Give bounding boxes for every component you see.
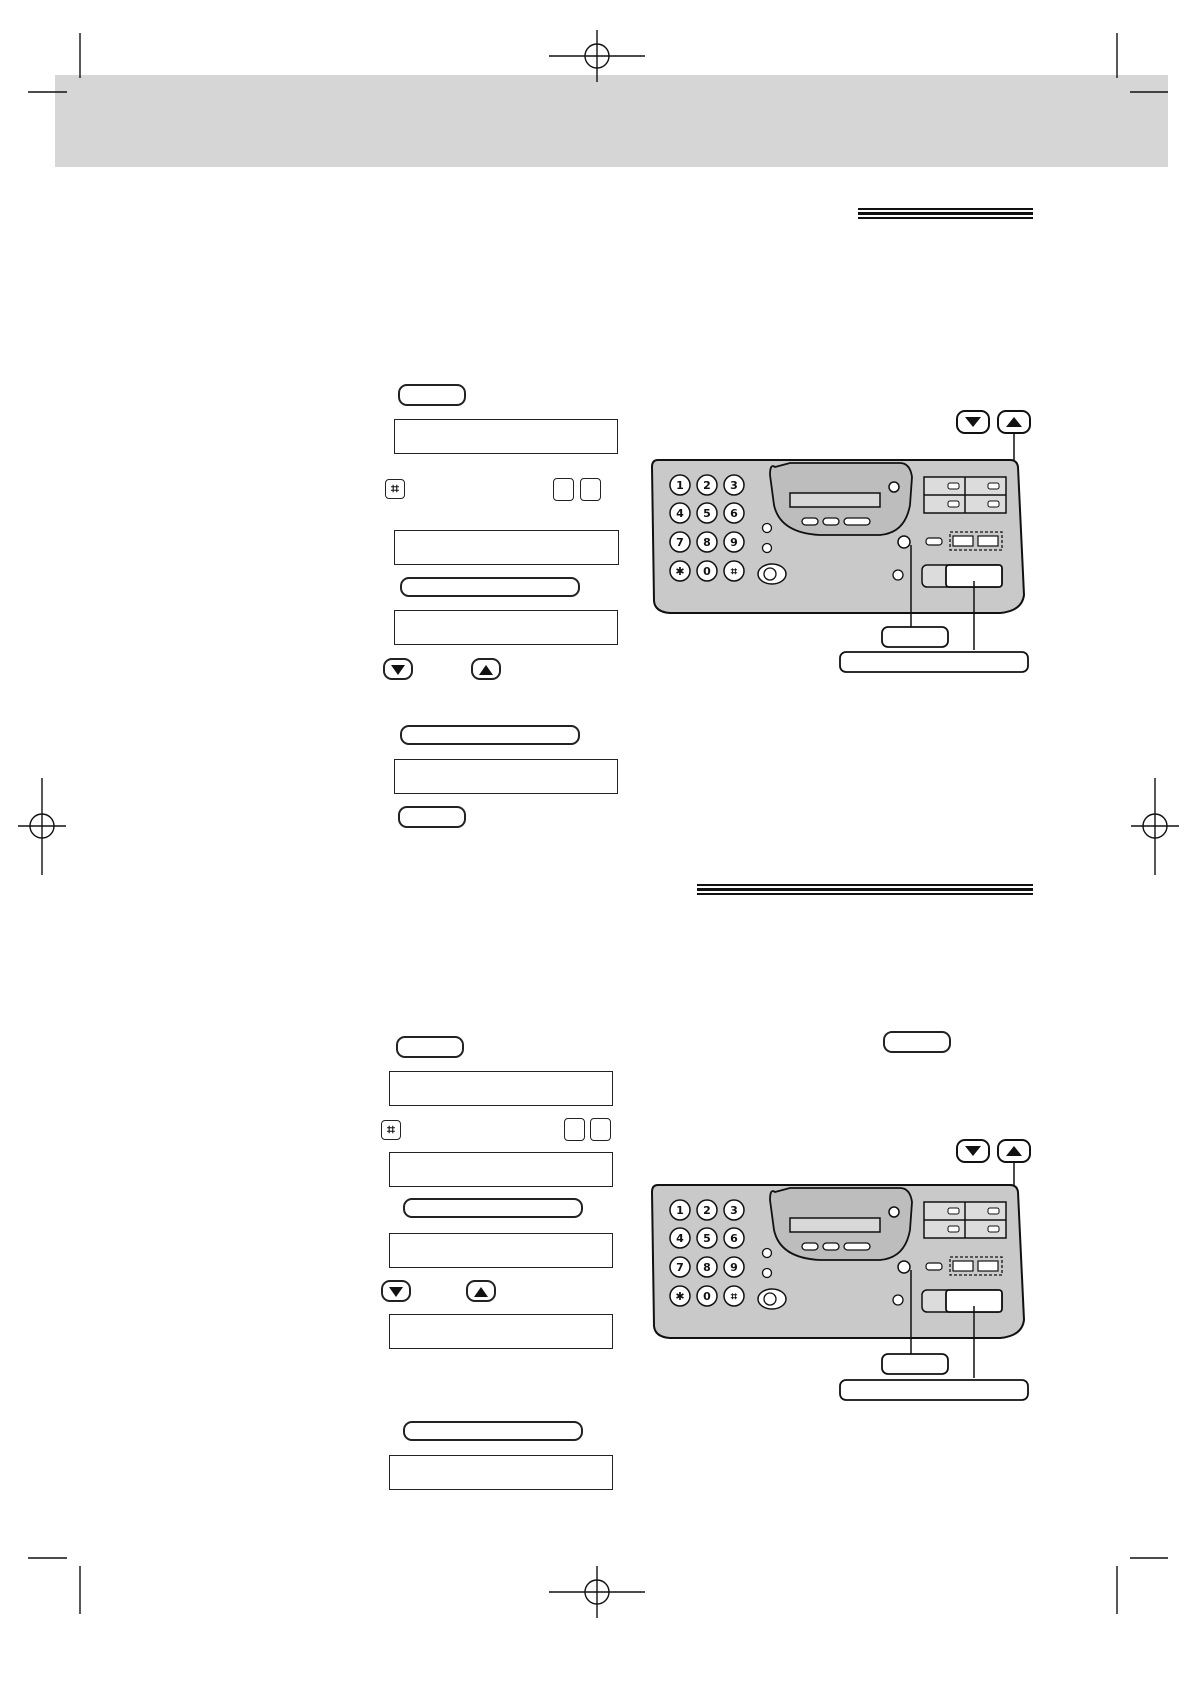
svg-text:7: 7 — [676, 1261, 684, 1274]
svg-text:2: 2 — [703, 1204, 711, 1217]
fax-machine-control-panel-illustration-1 — [640, 405, 1040, 685]
s2-step5-long-key-button[interactable] — [403, 1421, 583, 1441]
s2-down-arrow-key-icon[interactable] — [381, 1280, 411, 1302]
section-rule-1-thin-top — [858, 208, 1033, 210]
svg-text:4: 4 — [676, 507, 684, 520]
fax-panel-svg-2 — [640, 1130, 1040, 1410]
section-rule-2-thick — [697, 888, 1033, 891]
digit-key-box-2[interactable] — [580, 478, 601, 501]
svg-text:3: 3 — [730, 479, 738, 492]
hash-key-icon[interactable]: ⌗ — [385, 479, 405, 499]
step3-display-box — [394, 610, 618, 645]
svg-text:4: 4 — [676, 1232, 684, 1245]
s2-side-note-key-button[interactable] — [883, 1031, 951, 1053]
svg-text:5: 5 — [703, 1232, 711, 1245]
s2-hash-key-icon[interactable]: ⌗ — [381, 1120, 401, 1140]
svg-text:⌗: ⌗ — [730, 565, 738, 578]
svg-text:8: 8 — [703, 1261, 711, 1274]
svg-text:⌗: ⌗ — [730, 1290, 738, 1303]
svg-text:8: 8 — [703, 536, 711, 549]
svg-text:1: 1 — [676, 1204, 684, 1217]
s2-step4-display-box — [389, 1314, 613, 1349]
svg-text:6: 6 — [730, 507, 738, 520]
down-arrow-key-icon[interactable] — [383, 658, 413, 680]
section-rule-1-thin-bottom — [858, 217, 1033, 219]
s2-step1-key-button[interactable] — [396, 1036, 464, 1058]
step3-long-key-button[interactable] — [400, 577, 580, 597]
s2-step2-display-box — [389, 1152, 613, 1187]
s2-step3-display-box — [389, 1233, 613, 1268]
section-rule-2-thin-bottom — [697, 893, 1033, 895]
svg-text:2: 2 — [703, 479, 711, 492]
svg-text:6: 6 — [730, 1232, 738, 1245]
svg-text:0: 0 — [703, 1290, 711, 1303]
digit-key-box-1[interactable] — [553, 478, 574, 501]
section-rule-1-thick — [858, 212, 1033, 215]
step1-key-button[interactable] — [398, 384, 466, 406]
step5-long-key-button[interactable] — [400, 725, 580, 745]
step2-display-box — [394, 530, 619, 565]
s2-digit-key-box-2[interactable] — [590, 1118, 611, 1141]
svg-text:✱: ✱ — [675, 1290, 685, 1303]
s2-step3-long-key-button[interactable] — [403, 1198, 583, 1218]
step6-key-button[interactable] — [398, 806, 466, 828]
svg-text:0: 0 — [703, 565, 711, 578]
s2-digit-key-box-1[interactable] — [564, 1118, 585, 1141]
svg-text:7: 7 — [676, 536, 684, 549]
svg-text:✱: ✱ — [675, 565, 685, 578]
svg-text:1: 1 — [676, 479, 684, 492]
s2-step5-display-box — [389, 1455, 613, 1490]
svg-text:9: 9 — [730, 1261, 738, 1274]
svg-text:3: 3 — [730, 1204, 738, 1217]
s2-up-arrow-key-icon[interactable] — [466, 1280, 496, 1302]
svg-text:9: 9 — [730, 536, 738, 549]
svg-text:5: 5 — [703, 507, 711, 520]
s2-step1-display-box — [389, 1071, 613, 1106]
fax-machine-control-panel-illustration-2 — [640, 1130, 1040, 1410]
fax-panel-svg-1 — [640, 405, 1040, 685]
step1-display-box — [394, 419, 618, 454]
section-rule-2-thin-top — [697, 884, 1033, 886]
up-arrow-key-icon[interactable] — [471, 658, 501, 680]
step5-display-box — [394, 759, 618, 794]
